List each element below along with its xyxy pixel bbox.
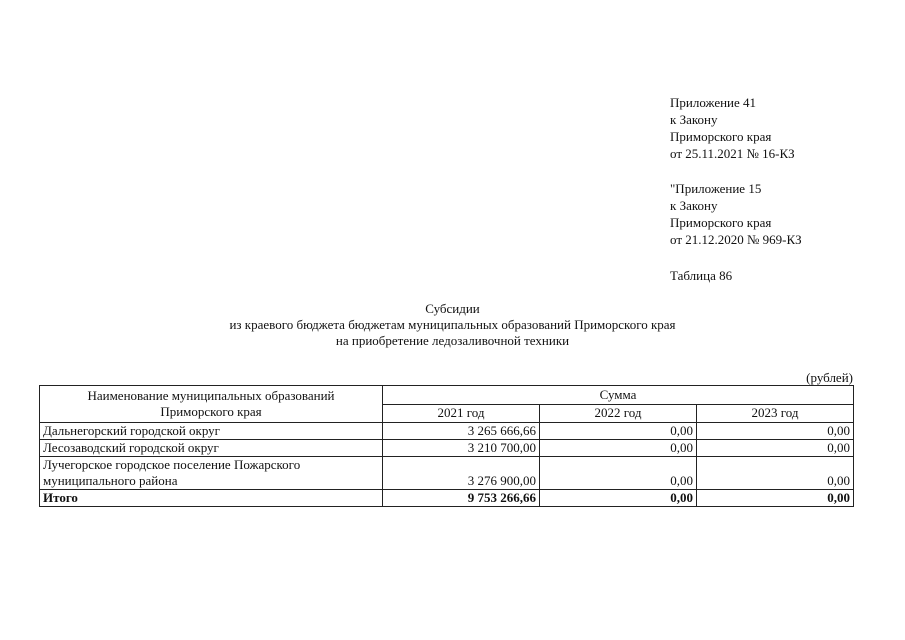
title-line-1: Субсидии [425, 301, 480, 316]
document-title [0, 301, 905, 349]
units-label: (рублей) [806, 370, 853, 385]
row-name: Дальнегорский городской округ [40, 423, 383, 440]
appendix-ref-line-2: к Закону [670, 198, 718, 213]
table-header-row [40, 386, 854, 405]
header-year-2023: 2023 год [697, 404, 854, 423]
row-value-2023: 0,00 [697, 440, 854, 457]
total-label: Итого [40, 490, 383, 507]
appendix-reference [670, 180, 802, 248]
table-number: Таблица 86 [670, 268, 733, 283]
total-value-2023: 0,00 [697, 490, 854, 507]
table-row [40, 423, 854, 440]
total-value-2021: 9 753 266,66 [383, 490, 540, 507]
row-value-2023: 0,00 [697, 423, 854, 440]
row-value-2021: 3 276 900,00 [383, 457, 540, 490]
appendix-ref-line-1: "Приложение 15 [670, 181, 762, 196]
appendix-main-line-1: Приложение 41 [670, 95, 757, 110]
title-line-3: на приобретение ледозаливочной техники [335, 333, 570, 348]
total-value-2022: 0,00 [540, 490, 697, 507]
appendix-ref-line-3: Приморского края [670, 215, 772, 230]
row-value-2021: 3 210 700,00 [383, 440, 540, 457]
table-row [40, 457, 854, 490]
row-value-2022: 0,00 [540, 440, 697, 457]
row-name: Лучегорское городское поселение Пожарского муниципального района [40, 457, 383, 490]
appendix-main-line-3: Приморского края [670, 129, 772, 144]
appendix-main-line-4: от 25.11.2021 № 16-КЗ [670, 146, 795, 161]
appendix-main-line-2: к Закону [670, 112, 718, 127]
header-year-2022: 2022 год [540, 404, 697, 423]
appendix-main [670, 94, 795, 162]
subsidy-table [39, 385, 854, 507]
row-name: Лесозаводский городской округ [40, 440, 383, 457]
table-row [40, 440, 854, 457]
header-year-2021: 2021 год [383, 404, 540, 423]
header-municipality: Наименование муниципальных образований Приморского края [40, 386, 383, 423]
appendix-ref-line-4: от 21.12.2020 № 969-КЗ [670, 232, 802, 247]
row-value-2021: 3 265 666,66 [383, 423, 540, 440]
row-value-2023: 0,00 [697, 457, 854, 490]
row-value-2022: 0,00 [540, 457, 697, 490]
row-value-2022: 0,00 [540, 423, 697, 440]
title-line-2: из краевого бюджета бюджетам муниципальных образований Приморского края [229, 317, 676, 332]
table-total-row [40, 490, 854, 507]
header-sum: Сумма [383, 386, 854, 405]
